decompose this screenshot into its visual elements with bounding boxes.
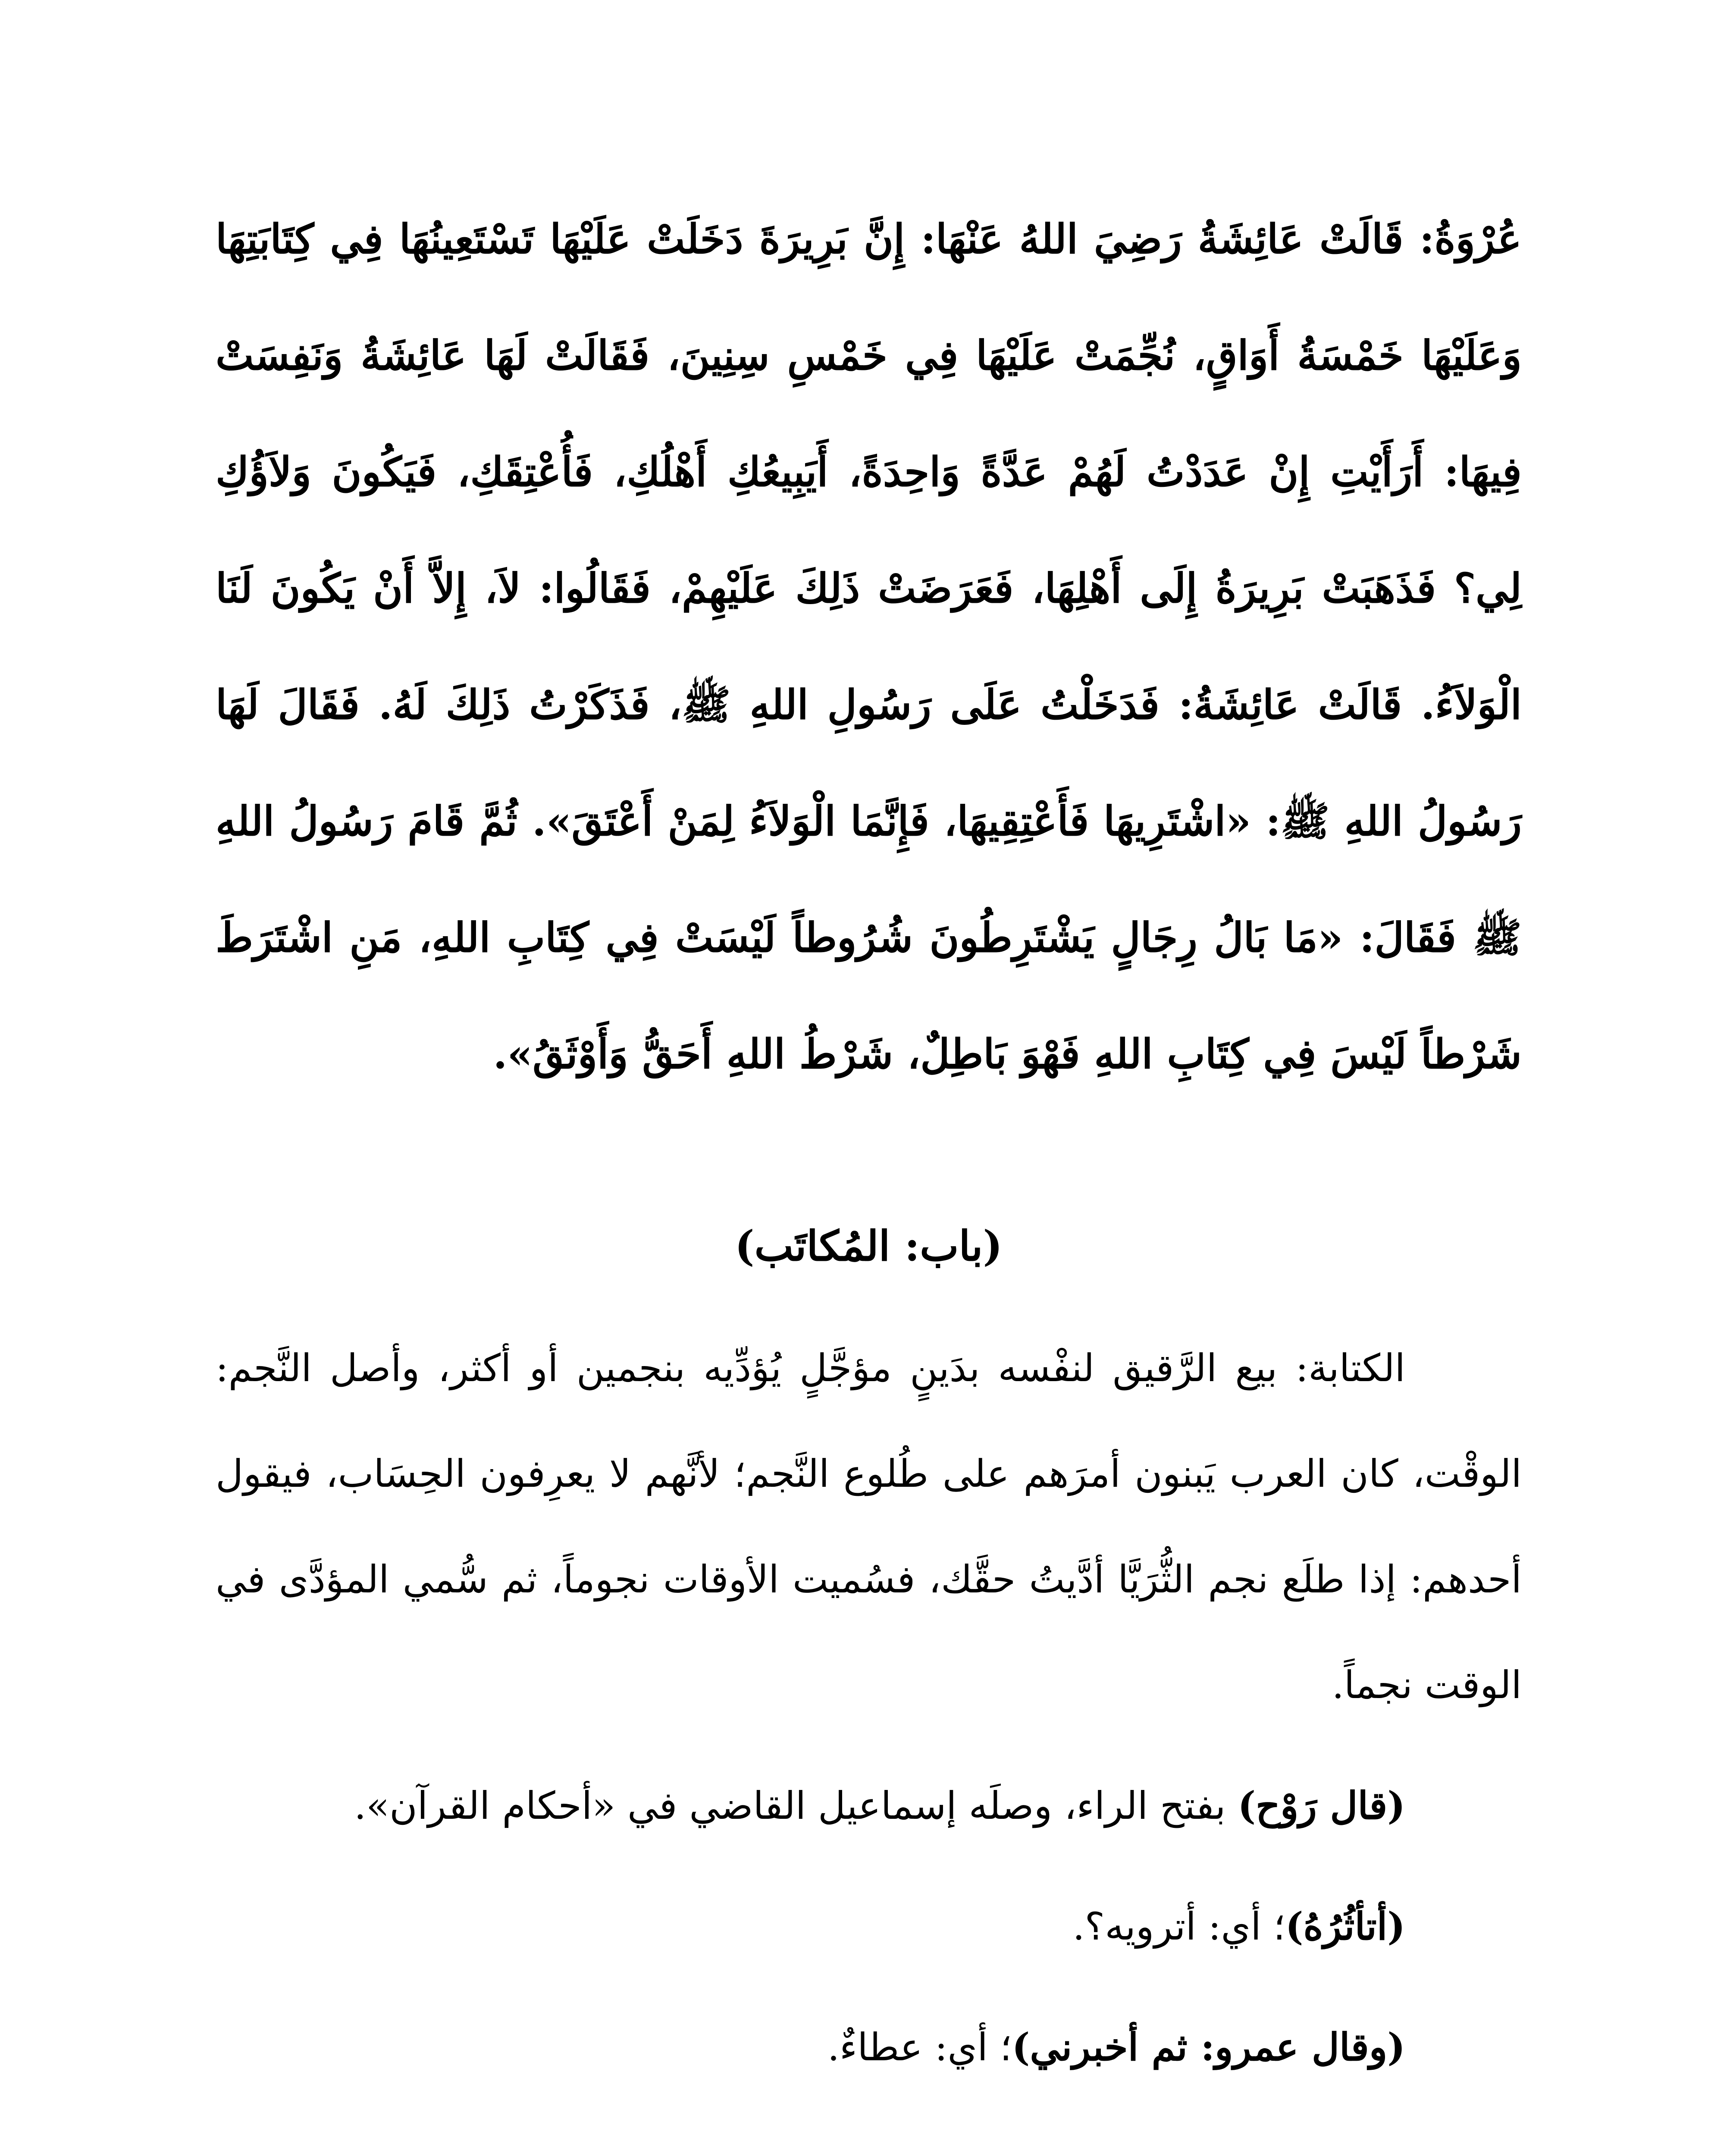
quoted-phrase: (وقال عمرو: ثم أخبرني) [1012,2024,1405,2069]
explanation-text: بفتح الراء، وصلَه إسماعيل القاضي في «أحكام القرآن». [354,1783,1238,1828]
explanation-text: ؛ أي: عطاءٌ. [827,2025,1012,2069]
quoted-phrase: (أتأثُرُهُ) [1285,1904,1405,1949]
explanation-text: ؛ أي: أترويه؟. [1072,1904,1285,1949]
quoted-phrase: (قال رَوْح) [1238,1783,1405,1828]
commentary-block [216,1315,1522,2100]
hadith-block [216,181,1522,1112]
hadith-text: عُرْوَةُ: قَالَتْ عَائِشَةُ رَضِيَ اللهُ عَنْهَا: إِنَّ بَرِيرَةَ دَخَلَتْ عَلَيْهَا تَسْتَعِينُهَا فِي كِتَابَتِهَا وَعَلَيْهَا خَمْسَةُ أَوَاقٍ، نُجِّمَتْ عَلَيْهَا فِي خَمْسِ سِنِينَ، فَقَالَتْ لَهَا عَائِشَةُ وَنَفِسَتْ فِيهَا: أَرَأَيْتِ إِنْ عَدَدْتُ لَهُمْ عَدَّةً وَاحِدَةً، أَيَبِيعُكِ أَهْلُكِ، فَأُعْتِقَكِ، فَيَكُونَ وَلاَؤُكِ لِي؟ فَذَهَبَتْ بَرِيرَةُ إِلَى أَهْلِهَا، فَعَرَضَتْ ذَلِكَ عَلَيْهِمْ، فَقَالُوا: لاَ، إِلاَّ أَنْ يَكُونَ لَنَا الْوَلاَءُ. قَالَتْ عَائِشَةُ: فَدَخَلْتُ عَلَى رَسُولِ اللهِ ﷺ، فَذَكَرْتُ ذَلِكَ لَهُ. فَقَالَ لَهَا رَسُولُ اللهِ ﷺ: «اشْتَرِيهَا فَأَعْتِقِيهَا، فَإِنَّمَا الْوَلاَءُ لِمَنْ أَعْتَقَ». ثُمَّ قَامَ رَسُولُ اللهِ ﷺ فَقَالَ: «مَا بَالُ رِجَالٍ يَشْتَرِطُونَ شُرُوطاً لَيْسَتْ فِي كِتَابِ اللهِ، مَنِ اشْتَرَطَ شَرْطاً لَيْسَ فِي كِتَابِ اللهِ فَهْوَ بَاطِلٌ، شَرْطُ اللهِ أَحَقُّ وَأَوْثَقُ». [216,216,1522,1078]
page-content [216,181,1522,2100]
commentary-paragraph-kitaba: الكتابة: بيع الرَّقيق لنفْسه بدَينٍ مؤجَّلٍ يُؤدِّيه بنجمين أو أكثر، وأصل النَّجم: الوقْت، كان العرب يَبنون أمرَهم على طُلوع النَّجم؛ لأنَّهم لا يعرِفون الحِسَاب، فيقول أحدهم: إذا طلَع نجم الثُّرَيَّا أدَّيتُ حقَّك، فسُميت الأوقات نجوماً، ثم سُّمي المؤدَّى في الوقت نجماً. [216,1346,1522,1707]
section-heading: (باب: المُكاتَب) [735,1222,1003,1270]
commentary-paragraph-amr [216,1994,1522,2100]
commentary-paragraph-rawh [216,1753,1522,1858]
commentary-paragraph-tathuruhu [216,1874,1522,1979]
